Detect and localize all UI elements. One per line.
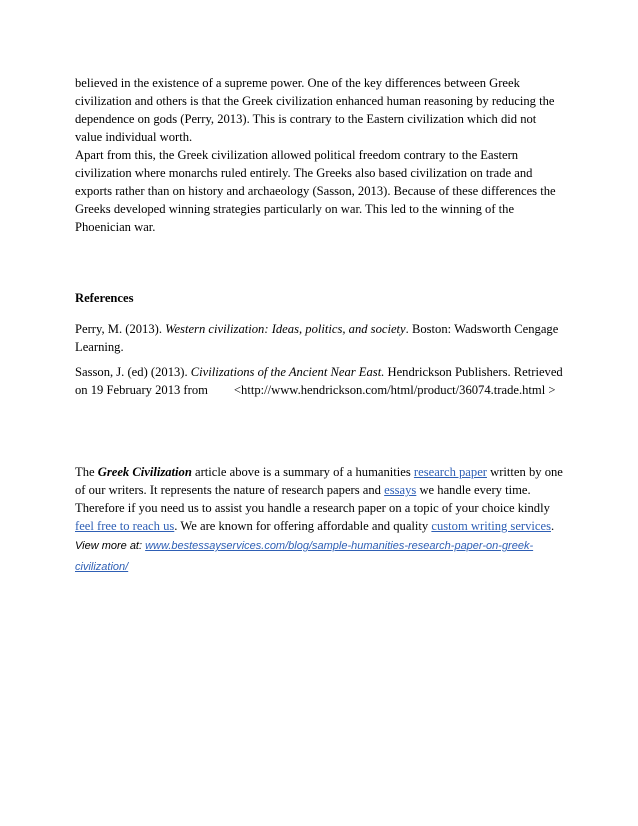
reference-sasson bbox=[75, 363, 565, 399]
reference-author: Sasson, J. (ed) (2013). bbox=[75, 365, 191, 379]
promo-paragraph: The Greek Civilization article above is a summary of a humanities research paper written by one of our writers. It represents the nature of research papers and essays we handle every time. Therefore if you need us to assist you handle a research paper on a topic of your choice kindly feel free to reach us. We are known for offering affordable and quality custom writing services. bbox=[75, 465, 563, 533]
essays-link[interactable]: essays bbox=[384, 483, 417, 497]
reference-title: Civilizations of the Ancient Near East. bbox=[190, 365, 385, 379]
reference-author: Perry, M. (2013). bbox=[75, 322, 166, 336]
article-title: Greek Civilization bbox=[97, 465, 192, 479]
view-more-label: View more at: bbox=[75, 540, 146, 552]
reference-publisher: . Boston: Wadsworth Cengage Learning. bbox=[75, 322, 559, 354]
custom-writing-services-link[interactable]: custom writing services bbox=[431, 519, 551, 533]
references-heading: References bbox=[75, 291, 134, 305]
reach-us-link[interactable]: feel free to reach us bbox=[75, 519, 175, 533]
view-more bbox=[75, 536, 535, 578]
view-more-link[interactable]: www.bestessayservices.com/blog/sample-humanities-research-paper-on-greek-civilization/ bbox=[75, 540, 534, 573]
reference-perry bbox=[75, 320, 565, 356]
body-paragraph-1: believed in the existence of a supreme power. One of the key differences between Greek civilization and others is that the Greek civilization enhanced human reasoning by reducing the dependence on gods (Perry, 2013). This is contrary to the Eastern civilization which did not value individual worth. bbox=[75, 76, 555, 144]
reference-publisher: Hendrickson Publishers. Retrieved on 19 February 2013 from bbox=[75, 365, 563, 397]
body-paragraph-2: Apart from this, the Greek civilization allowed political freedom contrary to the Eastern civilization where monarchs ruled entirely. The Greeks also based civilization on trade and exports rather than on history and archaeology (Sasson, 2013). Because of these differences the Greeks developed winning strategies particularly on war. This led to the winning of the Phoenician war. bbox=[75, 148, 556, 234]
research-paper-link[interactable]: research paper bbox=[413, 465, 487, 479]
reference-url: <http://www.hendrickson.com/html/product/36074.trade.html > bbox=[233, 383, 556, 397]
reference-title: Western civilization: Ideas, politics, and society bbox=[165, 322, 406, 336]
